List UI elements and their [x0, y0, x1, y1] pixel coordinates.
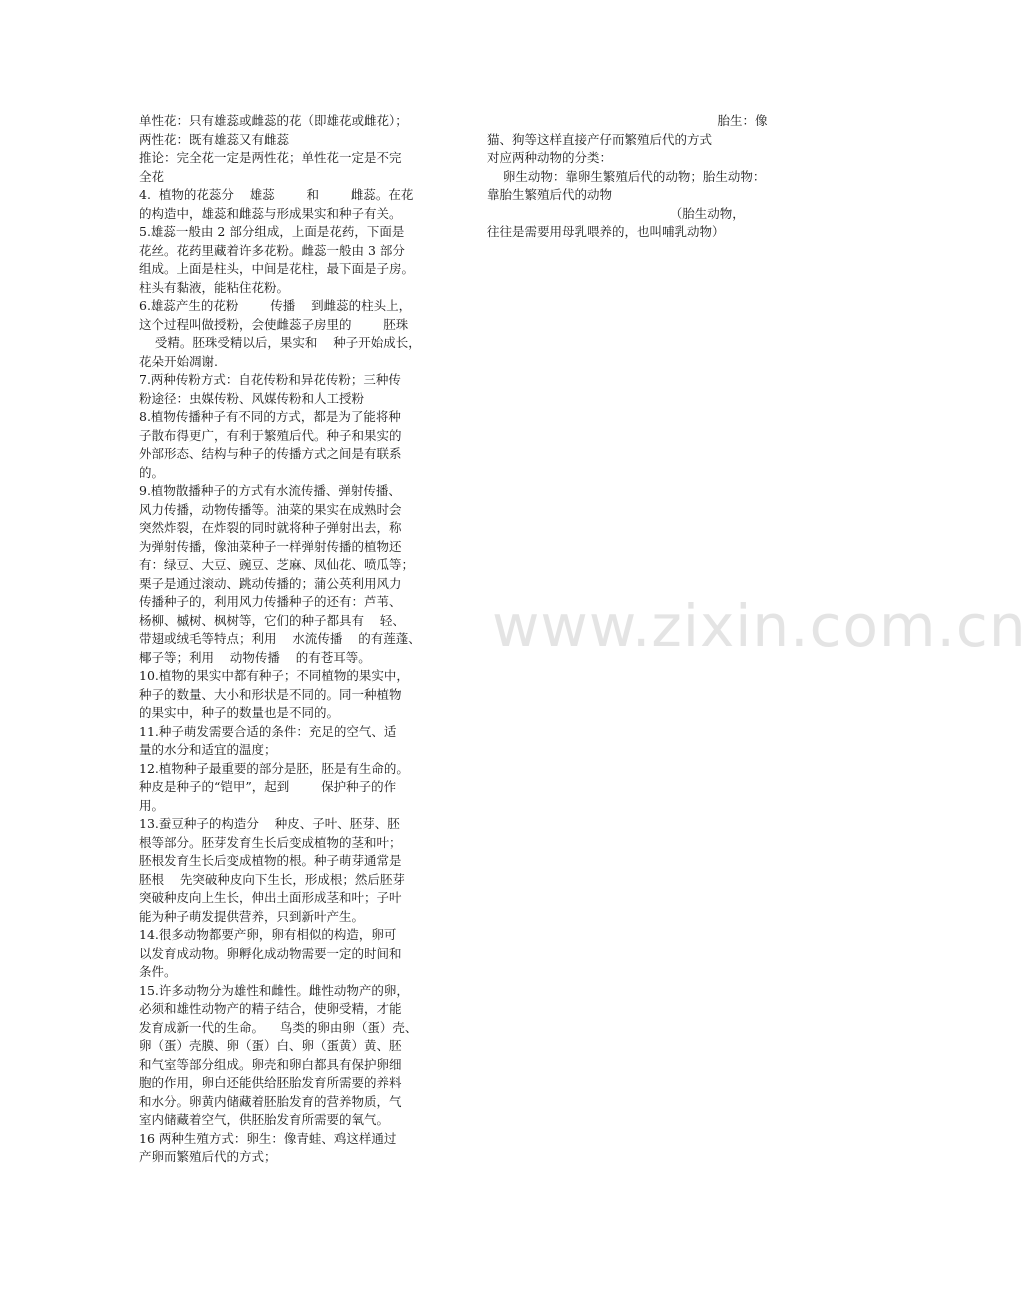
- text-line: 有：绿豆、大豆、豌豆、芝麻、凤仙花、喷瓜等；: [139, 557, 415, 572]
- text-line: 根等部分。胚芽发育生长后变成植物的茎和叶；: [139, 834, 402, 850]
- text-line: 产卵而繁殖后代的方式；: [139, 1149, 277, 1164]
- text-line: 卵（蛋）壳膜、卵（蛋）白、卵（蛋黄）黄、胚: [139, 1038, 402, 1053]
- text-line: 用。: [139, 797, 165, 813]
- text-line: 组成。上面是柱头，中间是花柱，最下面是子房。: [139, 261, 415, 276]
- text-line: 外部形态、结构与种子的传播方式之间是有联系: [139, 446, 402, 461]
- text-line: 10.植物的果实中都有种子；不同植物的果实中，: [139, 668, 409, 683]
- text-line: 子散布得更广，有利于繁殖后代。种子和果实的: [139, 427, 402, 443]
- text-line: 的。: [139, 464, 165, 480]
- text-line: 胞的作用，卵白还能供给胚胎发育所需要的养料: [139, 1075, 402, 1090]
- text-line: 6.雄蕊产生的花粉 传播 到雌蕊的柱头上，: [139, 298, 412, 313]
- text-line: 突破种皮向上生长，伸出土面形成茎和叶；子叶: [139, 890, 402, 905]
- text-line: 以发育成动物。卵孵化成动物需要一定的时间和: [139, 945, 402, 961]
- text-line: 9.植物散播种子的方式有水流传播、弹射传播、: [139, 483, 401, 498]
- text-line: 14.很多动物都要产卵，卵有相似的构造，卵可: [139, 927, 397, 942]
- text-line: 和水分。卵黄内储藏着胚胎发育的营养物质，气: [139, 1093, 402, 1109]
- text-line: 的果实中，种子的数量也是不同的。: [139, 705, 340, 720]
- text-line: 为弹射传播，像油菜种子一样弹射传播的植物还: [139, 538, 402, 554]
- text-line: 传播种子的，利用风力传播种子的还有：芦苇、: [139, 594, 402, 609]
- left-column: [139, 112, 441, 1167]
- text-line: 胚根 先突破种皮向下生长，形成根；然后胚芽: [139, 871, 405, 887]
- text-line: 突然炸裂，在炸裂的同时就将种子弹射出去，称: [139, 520, 402, 535]
- text-line: 两性花：既有雄蕊又有雌蕊: [139, 131, 290, 147]
- text-line: 单性花：只有雄蕊或雌蕊的花（即雄花或雌花）；: [139, 113, 408, 128]
- text-line: 椰子等；利用 动物传播 的有苍耳等。: [139, 649, 371, 665]
- text-line: 卵生动物：靠卵生繁殖后代的动物；胎生动物：: [487, 168, 766, 184]
- text-line: 带翅或绒毛等特点；利用 水流传播 的有莲蓬、: [139, 631, 421, 646]
- right-column: [487, 112, 787, 242]
- text-line: 靠胎生繁殖后代的动物: [487, 187, 613, 202]
- text-line: 室内储藏着空气，供胚胎发育所需要的氧气。: [139, 1112, 390, 1127]
- text-line: 种子的数量、大小和形状是不同的。同一种植物: [139, 686, 402, 702]
- text-line: 猫、狗等这样直接产仔而繁殖后代的方式: [487, 131, 713, 147]
- text-line: 受精。胚珠受精以后，果实和 种子开始成长，: [139, 335, 421, 350]
- text-line: 11.种子萌发需要合适的条件：充足的空气、适: [139, 723, 397, 739]
- text-line: 12.植物种子最重要的部分是胚，胚是有生命的。: [139, 760, 409, 776]
- text-line: 13.蚕豆种子的构造分 种皮、子叶、胚芽、胚: [139, 816, 400, 831]
- text-line: 这个过程叫做授粉，会使雌蕊子房里的 胚珠: [139, 316, 409, 332]
- text-line: 全花: [139, 168, 165, 184]
- text-line: 发育成新一代的生命。 鸟类的卵由卵（蛋）壳、: [139, 1019, 418, 1035]
- text-line: 8.植物传播种子有不同的方式，都是为了能将种: [139, 409, 401, 424]
- text-line: 条件。: [139, 964, 177, 979]
- text-line: 胎生：像: [487, 113, 768, 128]
- text-line: （胎生动物，: [487, 205, 745, 221]
- text-line: 花丝。花药里藏着许多花粉。雌蕊一般由 3 部分: [139, 242, 405, 258]
- text-line: 4. 植物的花蕊分 雄蕊 和 雌蕊。在花: [139, 187, 414, 202]
- text-line: 栗子是通过滚动、跳动传播的；蒲公英利用风力: [139, 575, 402, 591]
- text-line: 往往是需要用母乳喂养的，也叫哺乳动物）: [487, 224, 725, 239]
- text-line: 量的水分和适宜的温度；: [139, 742, 277, 757]
- watermark: www.zixin.com.cn: [492, 592, 1027, 660]
- text-line: 花朵开始凋谢.: [139, 353, 218, 369]
- text-line: 16 两种生殖方式：卵生：像青蛙、鸡这样通过: [139, 1130, 397, 1146]
- text-line: 杨柳、槭树、枫树等，它们的种子都具有 轻、: [139, 612, 405, 628]
- text-line: 粉途径：虫媒传粉、风媒传粉和人工授粉: [139, 390, 365, 406]
- text-line: 种皮是种子的“铠甲”，起到 保护种子的作: [139, 779, 397, 794]
- text-line: 推论：完全花一定是两性花；单性花一定是不完: [139, 150, 402, 165]
- text-line: 胚根发育生长后变成植物的根。种子萌芽通常是: [139, 853, 402, 868]
- text-line: 风力传播，动物传播等。油菜的果实在成熟时会: [139, 501, 402, 517]
- text-line: 对应两种动物的分类：: [487, 150, 613, 165]
- text-line: 的构造中，雄蕊和雌蕊与形成果实和种子有关。: [139, 205, 402, 221]
- text-line: 和气室等部分组成。卵壳和卵白都具有保护卵细: [139, 1056, 402, 1072]
- text-line: 5.雄蕊一般由 2 部分组成，上面是花药，下面是: [139, 224, 405, 239]
- text-line: 15.许多动物分为雄性和雌性。雌性动物产的卵，: [139, 982, 409, 998]
- text-line: 柱头有黏液，能粘住花粉。: [139, 279, 290, 295]
- text-line: 7.两种传粉方式：自花传粉和异花传粉；三种传: [139, 372, 401, 387]
- text-line: 能为种子萌发提供营养，只到新叶产生。: [139, 908, 365, 924]
- text-line: 必须和雄性动物产的精子结合，使卵受精，才能: [139, 1001, 402, 1016]
